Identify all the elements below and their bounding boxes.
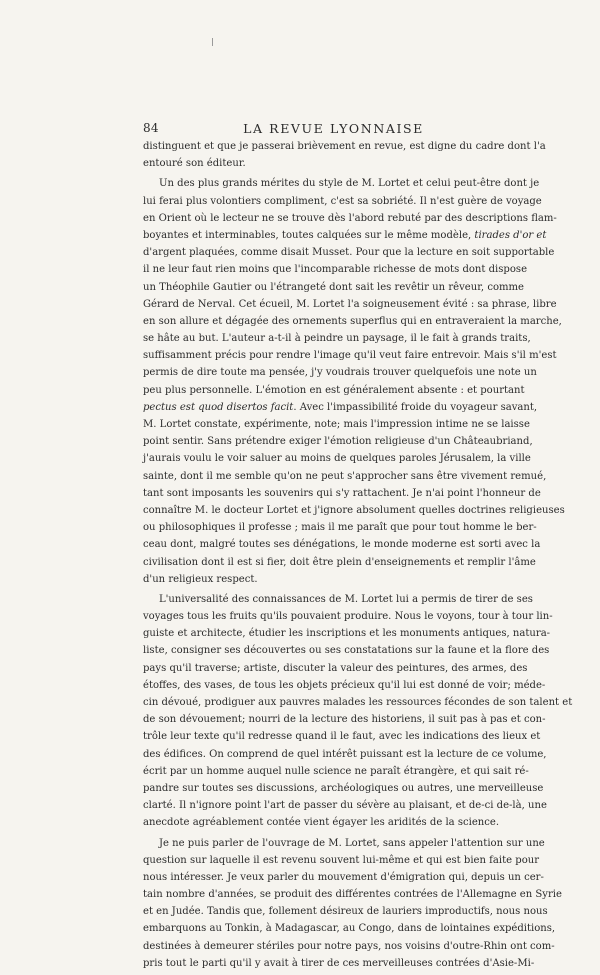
text-line: se hâte au but. L'auteur a-t-il à peindre un paysage, il le fait à grands traits, <box>143 333 531 345</box>
paragraph-2 <box>143 175 565 588</box>
page-number: 84 <box>143 121 159 135</box>
text-line: des édifices. On comprend de quel intérêt puissant est la lecture de ce volume, <box>143 748 547 760</box>
text-line: question sur laquelle il est revenu souvent lui-même et qui est bien faite pour <box>143 854 540 866</box>
text-line: cin dévoué, prodiguer aux pauvres malades les ressources fécondes de son talent et <box>143 697 573 708</box>
text-line: pandre sur toutes ses discussions, archéologiques ou autres, une merveilleuse <box>143 782 544 794</box>
text-line: liste, consigner ses découvertes ou ses constatations sur la faune et la flore des <box>143 645 550 657</box>
italic-text: pectus est quod disertos facit <box>143 401 294 413</box>
text-line: nous intéresser. Je veux parler du mouvement d'émigration qui, depuis un cer- <box>143 871 544 883</box>
text-line: entouré son éditeur. <box>143 158 246 170</box>
body-text <box>143 138 573 975</box>
text-line: il ne leur faut rien moins que l'incomparable richesse de mots dont dispose <box>143 264 528 276</box>
paragraph-3 <box>143 591 573 832</box>
text-line: Je ne puis parler de l'ouvrage de M. Lortet, sans appeler l'attention sur une <box>159 837 545 849</box>
text-line: lui ferai plus volontiers compliment, c'est sa sobriété. Il n'est guère de voyage <box>143 195 542 207</box>
text-line: Gérard de Nerval. Cet écueil, M. Lortet l'a soigneusement évité : sa phrase, libre <box>143 298 557 310</box>
text-line: d'un religieux respect. <box>143 573 258 585</box>
text-line: en son allure et dégagée des ornements superflus qui en entraveraient la marche, <box>143 315 562 327</box>
text-line: guiste et architecte, étudier les inscriptions et les monuments antiques, natura- <box>143 628 551 640</box>
text-line: en Orient où le lecteur ne se trouve dès l'abord rebuté par des descriptions flam- <box>143 212 557 224</box>
text-line: et en Judée. Tandis que, follement désireux de lauriers improductifs, nous nous <box>143 906 548 918</box>
text-line: Un des plus grands mérites du style de M. Lortet et celui peut-être dont je <box>159 178 540 190</box>
paragraph-1 <box>143 138 546 172</box>
text-line: clarté. Il n'ignore point l'art de passer du sévère au plaisant, et de-ci de-là, une <box>143 800 547 812</box>
text-line: étoffes, des vases, de tous les objets précieux qu'il lui est donné de voir; méde- <box>143 679 546 691</box>
text-line: de son dévouement; nourri de la lecture des historiens, il suit pas à pas et con- <box>143 714 546 726</box>
text-line: trôle leur texte qu'il redresse quand il le faut, avec les indications des lieux et <box>143 731 541 743</box>
paragraph-4 <box>143 835 562 973</box>
text-line: destinées à demeurer stériles pour notre pays, nos voisins d'outre-Rhin ont com- <box>143 940 555 952</box>
text-line <box>143 399 538 416</box>
text-line: distinguent et que je passerai brièvement en revue, est digne du cadre dont l'a <box>143 141 546 152</box>
text-line: tant sont imposants les souvenirs qui s'y rattachent. Je n'ai point l'honneur de <box>143 487 541 499</box>
text-line: point sentir. Sans prétendre exiger l'émotion religieuse d'un Châteaubriand, <box>143 436 533 448</box>
text-line: ou philosophiques il professe ; mais il me paraît que pour tout homme le ber- <box>143 522 537 534</box>
text-line: permis de dire toute ma pensée, j'y voudrais trouver quelquefois une note un <box>143 367 537 379</box>
scan-mark <box>212 38 213 46</box>
text-line: embarquons au Tonkin, à Madagascar, au Congo, dans de lointaines expéditions, <box>143 923 556 935</box>
text-line: pris tout le parti qu'il y avait à tirer de ces merveilleuses contrées d'Asie-Mi- <box>143 957 535 969</box>
text-line: connaître M. le docteur Lortet et j'ignore absolument quelles doctrines religieuses <box>143 504 565 516</box>
text-line: pays qu'il traverse; artiste, discuter la valeur des peintures, des armes, des <box>143 662 528 674</box>
page-header <box>143 121 524 137</box>
text-line: sainte, dont il me semble qu'on ne peut s'approcher sans être vivement remué, <box>143 470 547 482</box>
text-line: écrit par un homme auquel nulle science ne paraît étrangère, et qui sait ré- <box>143 765 529 777</box>
text-line: voyages tous les fruits qu'ils pouvaient produire. Nous le voyons, tour à tour lin- <box>143 611 553 623</box>
text-line: un Théophile Gautier ou l'étrangeté dont sait les revêtir un rêveur, comme <box>143 281 524 293</box>
text-line: L'universalité des connaissances de M. Lortet lui a permis de tirer de ses <box>159 593 533 605</box>
text-line: M. Lortet constate, expérimente, note; mais l'impression intime ne se laisse <box>143 419 530 430</box>
italic-text: tirades d'or et <box>474 229 547 241</box>
text-line <box>143 227 547 244</box>
text-line: peu plus personnelle. L'émotion en est généralement absente : et pourtant <box>143 384 525 396</box>
text-segment: boyantes et interminables, toutes calquées sur le même modèle, <box>143 229 475 241</box>
text-line: d'argent plaquées, comme disait Musset. Pour que la lecture en soit supportable <box>143 247 555 259</box>
running-title: LA REVUE LYONNAISE <box>243 121 424 136</box>
text-line: anecdote agréablement contée vient égayer les aridités de la science. <box>143 817 500 829</box>
text-line: suffisamment précis pour rendre l'image qu'il veut faire entrevoir. Mais s'il m'est <box>143 350 557 362</box>
text-line: tain nombre d'années, se produit des différentes contrées de l'Allemagne en Syrie <box>143 889 562 901</box>
text-segment: . Avec l'impassibilité froide du voyageur savant, <box>293 401 538 413</box>
text-line: j'aurais voulu le voir saluer au moins de quelques paroles Jérusalem, la ville <box>143 453 531 465</box>
text-line: civilisation dont il est si fier, doit être plein d'enseignements et remplir l'âme <box>143 556 536 568</box>
text-line: ceau dont, malgré toutes ses dénégations, le monde moderne est sorti avec la <box>143 539 541 551</box>
